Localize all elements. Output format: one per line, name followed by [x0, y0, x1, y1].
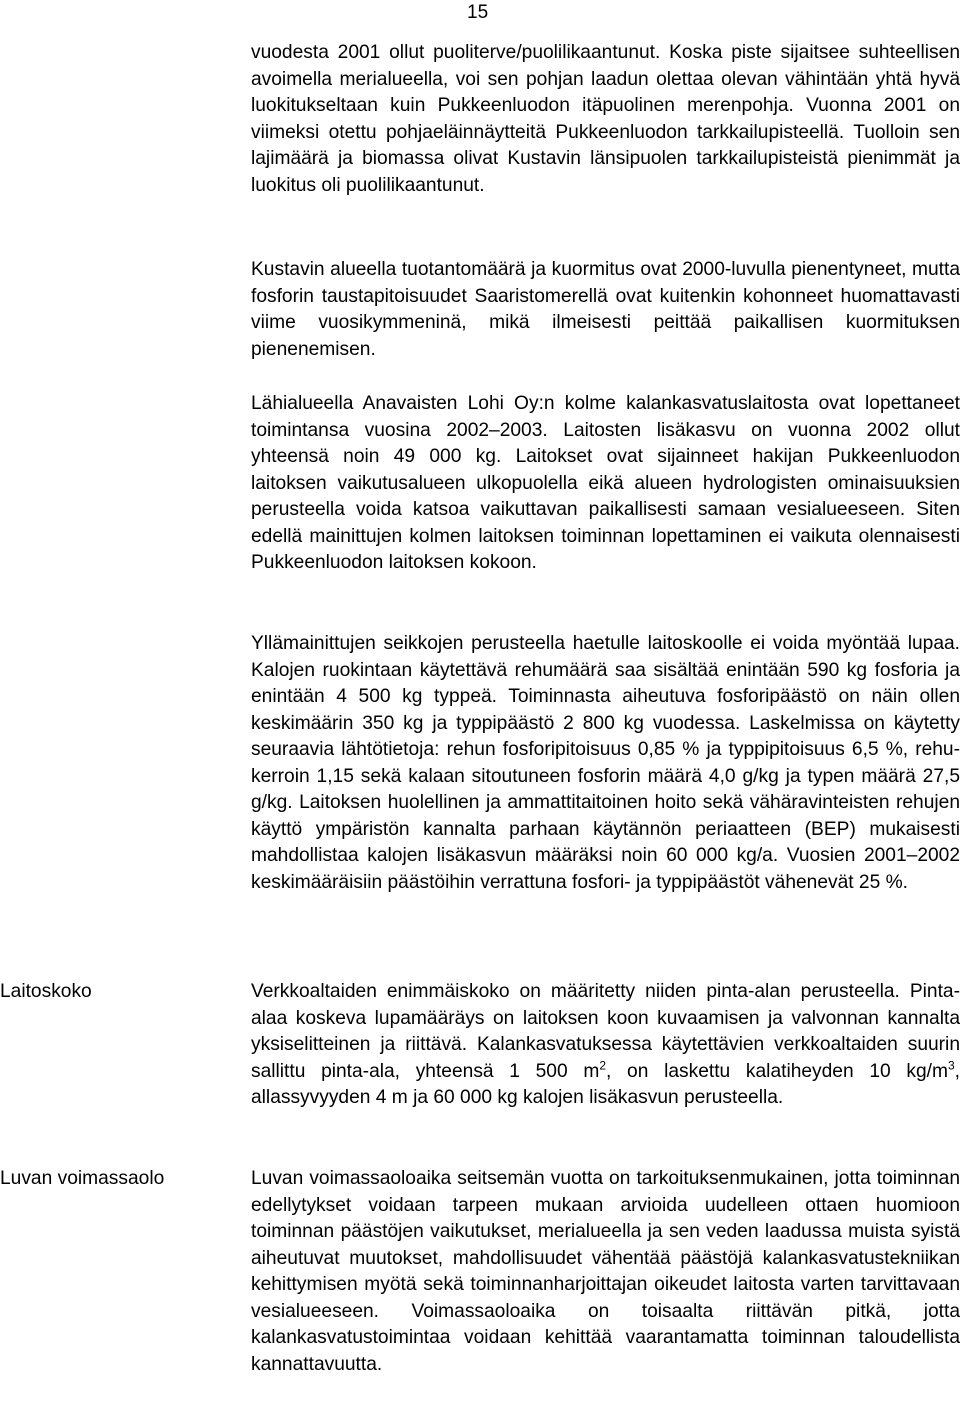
- paragraph-nearby-plants: Lähialueella Anavaisten Lohi Oy:n kolme kalankasvatuslaitosta ovat lopettaneet toimintansa vuosina 2002–2003. Laitosten lisäkasvu on vuonna 2002 ollut yhteensä noin 49 000 kg. Laitokset ovat sijainneet hakijan Pukkeenluodon laitoksen vaikutusalueen ulkopuolella eikä alueen hydrologisten ominaisuuksien perusteella voida katsoa vaikuttavan paikallisesti samaan vesialueeseen. Siten edellä mainittujen kolmen laitoksen toiminnan lopettaminen ei vaikuta olennaisesti Pukkeenluodon laitoksen kokoon.: [251, 393, 960, 573]
- plant-size-text-2: , on laskettu kalatiheyden 10 kg/m: [606, 1060, 948, 1082]
- paragraph-kustavi-load: Kustavin alueella tuotantomäärä ja kuormitus ovat 2000-luvulla pienentyneet, mutta fosforin taustapitoisuudet Saaristomerellä ovat kuitenkin kohonneet huomattavasti viime vuosikymmeninä, mikä ilmeisesti peittää paikallisen kuormituksen pienenemisen.: [251, 259, 960, 360]
- superscript-cubed: 3: [947, 1058, 955, 1073]
- page-number: 15: [467, 2, 489, 23]
- paragraph-seabed-quality: vuodesta 2001 ollut puoliterve/puolilikaantunut. Koska piste sijaitsee suhteellisen avoimella merialueella, voi sen pohjan laadun olettaa olevan vähintään yhtä hyvä luokitukseltaan kuin Pukkeenluodon itäpuolinen merenpohja. Vuonna 2001 on viimeksi otettu pohjaeläinnäytteitä Pukkeenluodon tarkkailupisteellä. Tuolloin sen lajimäärä ja biomassa olivat Kustavin länsipuolen tarkkailupisteistä pienimmät ja luokitus oli puolilikaantunut.: [251, 42, 960, 196]
- superscript-squared: 2: [599, 1058, 607, 1073]
- paragraph-plant-size: [251, 979, 960, 1112]
- side-heading-luvan-voimassaolo: Luvan voimassaolo: [0, 1168, 165, 1189]
- plant-size-text-3: , allassyvyyden 4 m ja 60 000 kg kalojen lisäkasvun perusteella.: [251, 1060, 960, 1108]
- plant-size-text-1: Verkkoaltaiden enimmäiskoko on määritetty niiden pinta-alan perusteella. Pinta-alaa koskeva lupamääräys on laitoksen koon kuvaamisen ja valvonnan kannalta yksiselitteinen ja riittävä. Kalankasvatuksessa käytettävien verkkoaltaiden suurin sallittu pinta-ala, yhteensä 1 500 m: [251, 981, 960, 1082]
- paragraph-permit-validity: Luvan voimassaoloaika seitsemän vuotta on tarkoituksenmukainen, jotta toiminnan edellytykset voidaan tarpeen mukaan arvioida uudelleen ottaen huomioon toiminnan päästöjen vaikutukset, merialueella ja sen veden laadussa muista syistä aiheutuvat muutokset, mahdollisuudet vähentää päästöjä kalankasvatustekniikan kehittymisen myötä sekä toiminnanharjoittajan oikeudet laitosta varten tarvittavaan vesialueeseen. Voimassaoloaika on toisaalta riittävän pitkä, jotta kalankasvatustoimintaa voidaan kehittää vaarantamatta toiminnan taloudellista kannattavuutta.: [251, 1168, 960, 1375]
- side-heading-laitoskoko: Laitoskoko: [0, 981, 92, 1002]
- paragraph-permit-decision: Yllämainittujen seikkojen perusteella haetulle laitoskoolle ei voida myöntää lupaa. Kalojen ruokintaan käytettävä rehumäärä saa sisältää enintään 590 kg fosforia ja enintään 4 500 kg typpeä. Toiminnasta aiheutuva fosforipäästö on näin ollen keskimäärin 350 kg ja typpipäästö 2 800 kg vuodessa. Laskelmissa on käytetty seuraavia lähtötietoja: rehun fosforipitoisuus 0,85 % ja typpipitoisuus 6,5 %, rehukerroin 1,15 sekä kalaan sitoutuneen fosforin määrä 4,0 g/kg ja typen määrä 27,5 g/kg. Laitoksen huolellinen ja ammattitaitoinen hoito sekä vähäravinteisten rehujen käyttö ympäristön kannalta parhaan käytännön periaatteen (BEP) mukaisesti mahdollistaa kalojen lisäkasvun määräksi noin 60 000 kg/a. Vuosien 2001–2002 keskimääräisiin päästöihin verrattuna fosfori- ja typpipäästöt vähenevät 25 %.: [251, 633, 960, 893]
